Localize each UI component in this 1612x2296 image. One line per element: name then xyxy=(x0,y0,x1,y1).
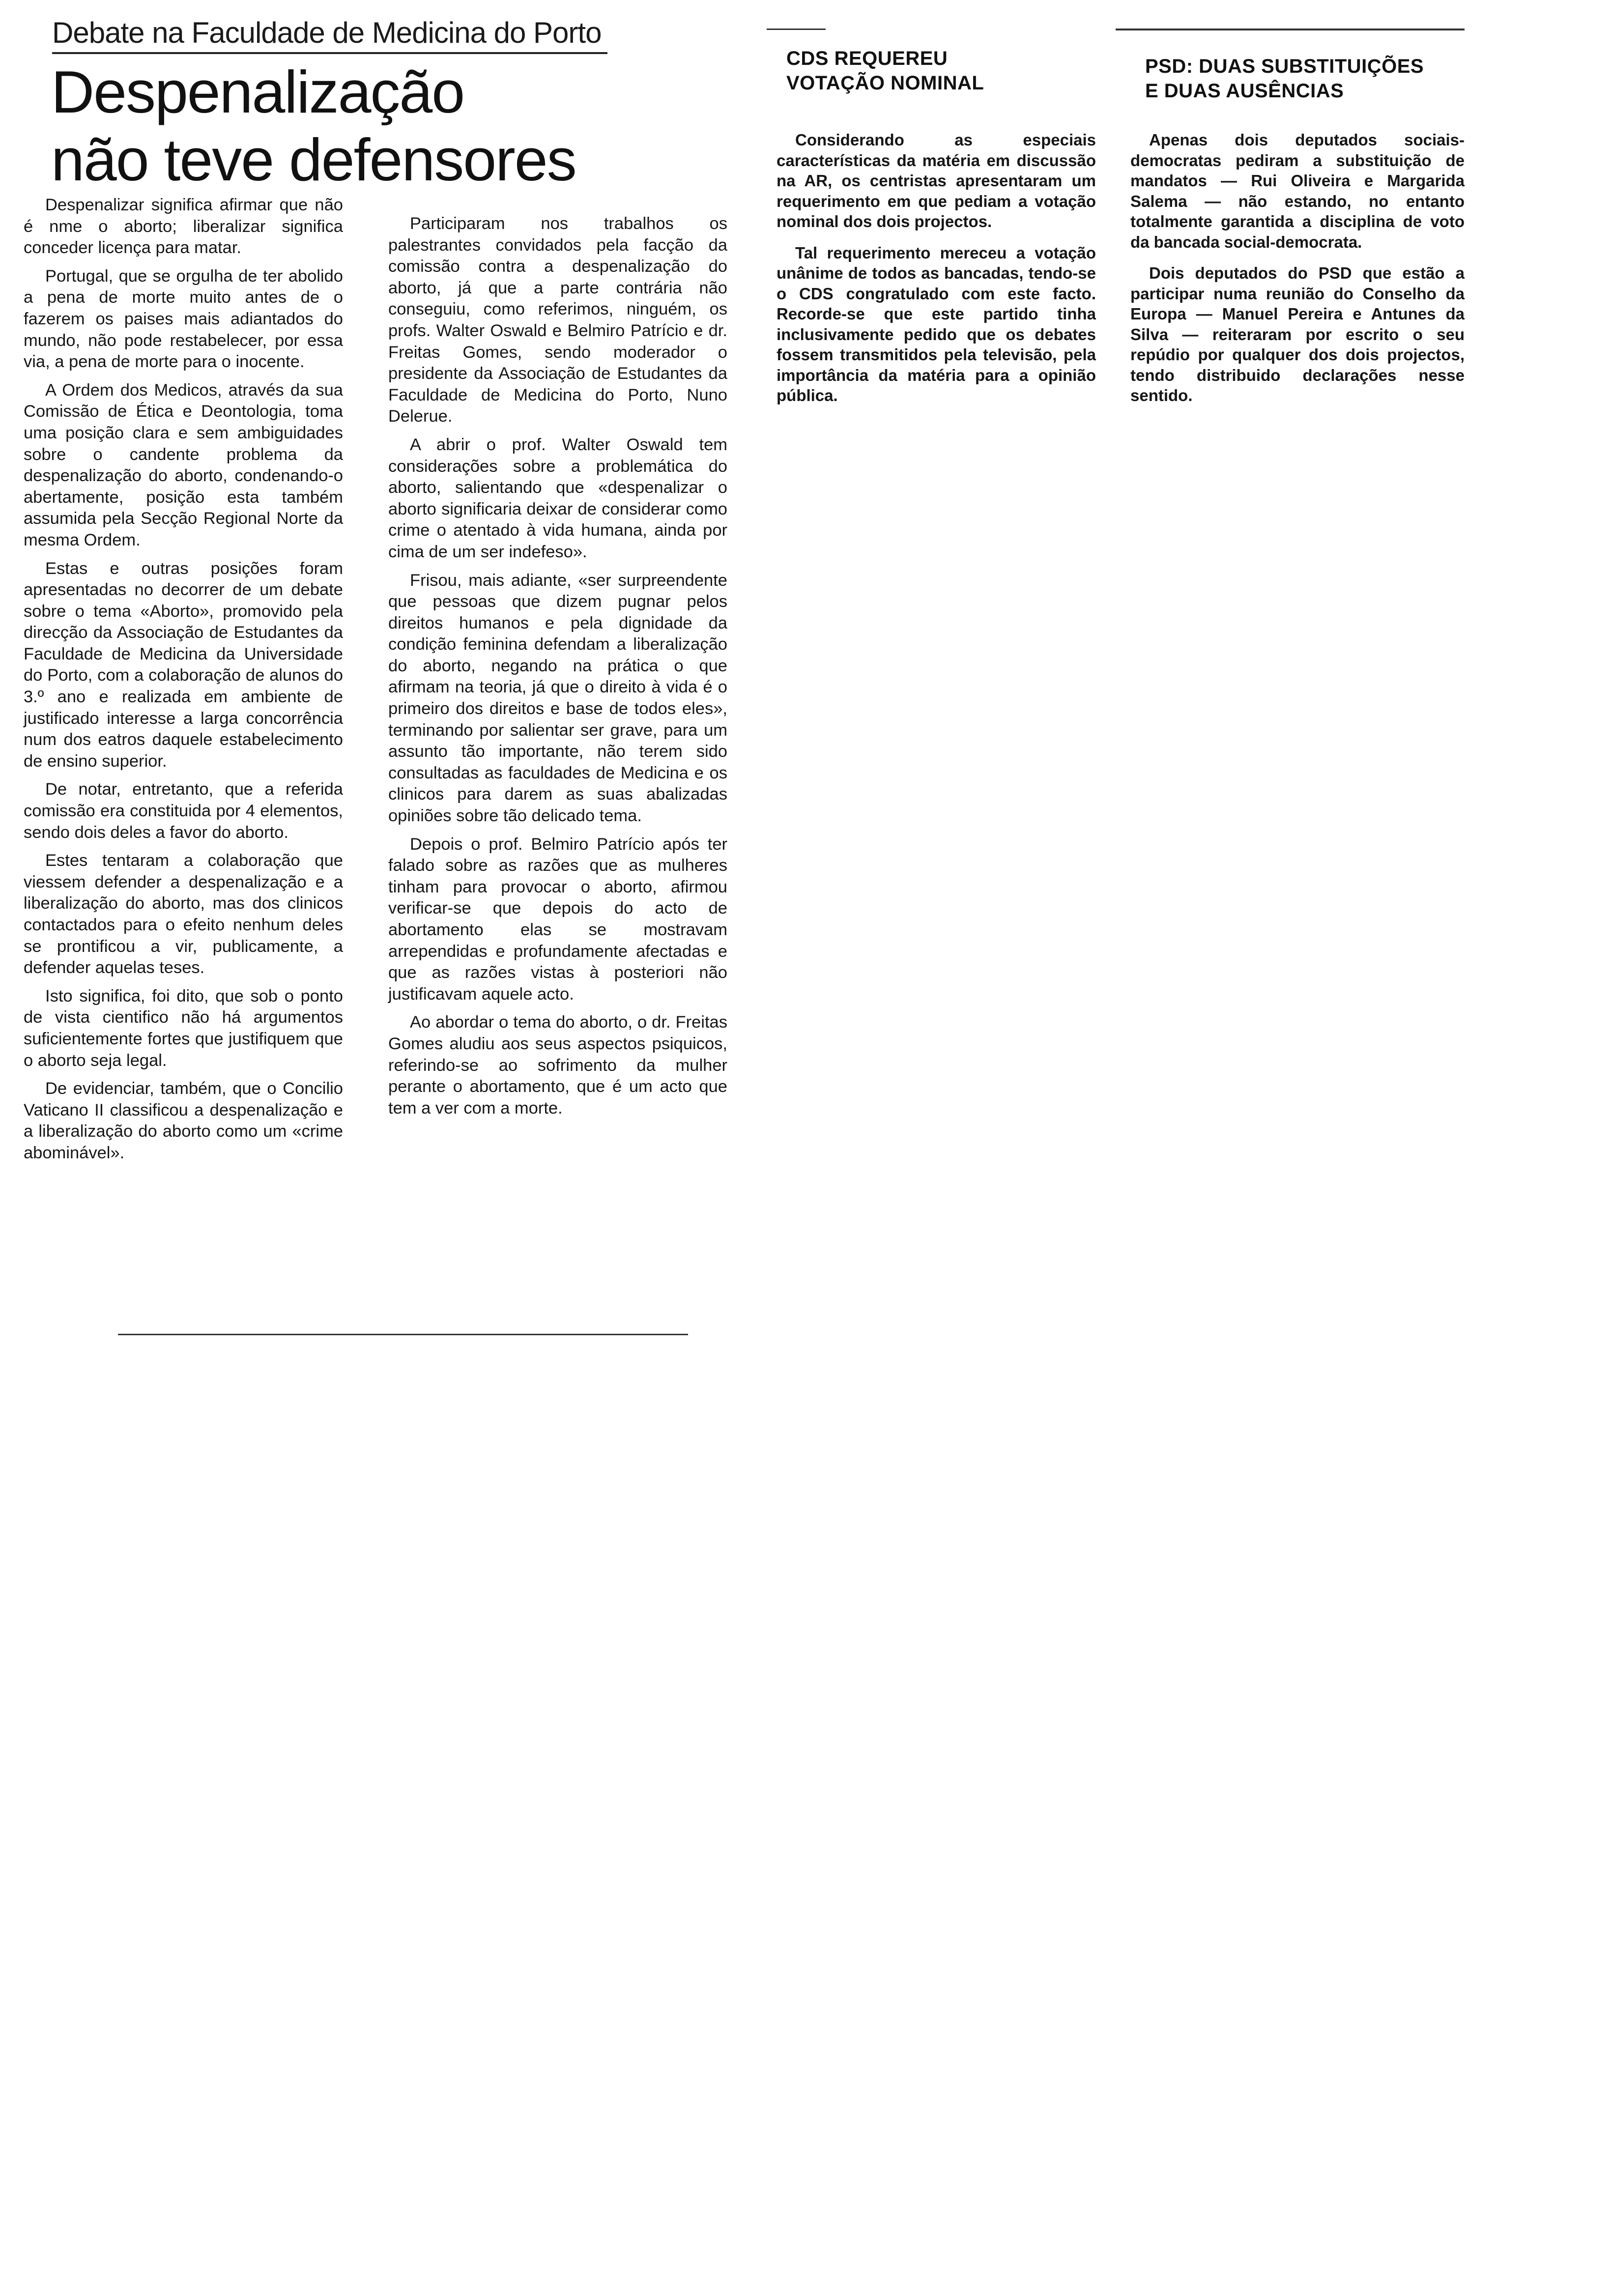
paragraph: Participaram nos trabalhos os palestrantes convidados pela facção da comissão contra a despenalização do aborto, já que a parte contrária não conseguiu, como referimos, ninguém, os profs. Walter Oswald e Belmiro Patrício e dr. Freitas Gomes, sendo moderador o presidente da Associação de Estudantes da Faculdade de Medicina do Porto, Nuno Delerue. xyxy=(388,214,727,426)
psd-sidebar-body xyxy=(1130,130,1465,417)
cds-subhead-line-1: CDS REQUEREU xyxy=(786,48,948,69)
paragraph: Dois deputados do PSD que estão a participar numa reunião do Conselho da Europa — Manuel Pereira e Antunes da Silva — reiteraram por escrito o seu repúdio por qualquer dos dois projectos, tendo distribuido declarações nesse sentido. xyxy=(1130,264,1465,404)
article-headline xyxy=(51,58,616,194)
psd-subhead xyxy=(1145,54,1460,103)
paragraph: Estes tentaram a colaboração que viessem defender a despenalização e a liberalização do aborto, mas dos clinicos contactados para o efeito nenhum deles se prontificou a vir, publicamente, a defender aquelas teses. xyxy=(24,851,343,977)
paragraph: Despenalizar significa afirmar que não é nme o aborto; liberalizar significa conceder licença para matar. xyxy=(24,196,343,258)
paragraph: De evidenciar, também, que o Concilio Vaticano II classificou a despenalização e a liberalização do aborto como um «crime abominável». xyxy=(24,1079,343,1162)
kicker-underline xyxy=(52,52,607,54)
headline-line-1: Despenalização xyxy=(51,58,464,125)
headline-line-2: não teve defensores xyxy=(51,126,576,193)
paragraph: Frisou, mais adiante, «ser surpreendente que pessoas que dizem pugnar pelos direitos humanos e pela dignidade da condição feminina defendam a liberalização do aborto, negando na prática o que afirmam na teoria, já que o direito à vida é o primeiro dos direitos e base de todos eles», terminando por salientar ser grave, para um assunto tão importante, não terem sido consultadas as faculdades de Medicina e os clinicos para darem as suas abalizadas opiniões sobre tão delicado tema. xyxy=(388,571,727,826)
psd-subhead-line-1: PSD: DUAS SUBSTITUIÇÕES xyxy=(1145,56,1424,77)
cds-subhead xyxy=(786,46,1081,95)
cds-subhead-line-2: VOTAÇÃO NOMINAL xyxy=(786,72,984,94)
paragraph: Depois o prof. Belmiro Patrício após ter falado sobre as razões que as mulheres tinham para provocar o aborto, afirmou verificar-se que depois do acto de abortamento elas se mostravam arrependidas e profundamente afectadas e que as razões vistas à posteriori não justificavam aquele acto. xyxy=(388,834,727,1004)
paragraph: Isto significa, foi dito, que sob o ponto de vista cientifico não há argumentos suficientemente fortes que justifiquem que o aborto seja legal. xyxy=(24,986,343,1070)
paragraph: Portugal, que se orgulha de ter abolido a pena de morte muito antes de o fazerem os paises mais adiantados do mundo, não pode restabelecer, por essa via, a pena de morte para o inocente. xyxy=(24,266,343,372)
article-column-2 xyxy=(388,213,727,1126)
paragraph: Estas e outras posições foram apresentadas no decorrer de um debate sobre o tema «Aborto», promovido pela direcção da Associação de Estudantes da Faculdade de Medicina da Universidade do Porto, com a colaboração de alunos do 3.º ano e realizada em ambiente de justificado interesse a larga concorrência num dos eatros daquele estabelecimento de ensino superior. xyxy=(24,559,343,771)
paragraph: A Ordem dos Medicos, através da sua Comissão de Ética e Deontologia, toma uma posição clara e sem ambiguidades sobre o candente problema da despenalização do aborto, condenando-o abertamente, posição esta também assumida pela Secção Regional Norte da mesma Ordem. xyxy=(24,380,343,549)
paragraph: Apenas dois deputados sociais-democratas pediram a substituição de mandatos — Rui Oliveira e Margarida Salema — não estando, no entanto totalmente garantida a disciplina de voto da bancada social-democrata. xyxy=(1130,131,1465,251)
article-kicker: Debate na Faculdade de Medicina do Porto xyxy=(52,16,602,49)
paragraph: Tal requerimento mereceu a votação unânime de todos as bancadas, tendo-se o CDS congratulado com este facto. Recorde-se que este partido tinha inclusivamente pedido que os debates fossem transmitidos pela televisão, pela importância da matéria para a opinião pública. xyxy=(777,243,1096,404)
paragraph: De notar, entretanto, que a referida comissão era constituida por 4 elementos, sendo dois deles a favor do aborto. xyxy=(24,780,343,842)
cds-sidebar-body xyxy=(777,130,1096,417)
top-mid-rule xyxy=(767,29,826,30)
paragraph: Ao abordar o tema do aborto, o dr. Freitas Gomes aludiu aos seus aspectos psiquicos, referindo-se ao sofrimento da mulher perante o abortamento, que é um acto que tem a ver com a morte. xyxy=(388,1013,727,1118)
article-column-1 xyxy=(24,195,343,1171)
paragraph: Considerando as especiais características da matéria em discussão na AR, os centristas apresentaram um requerimento em que pediam a votação nominal dos dois projectos. xyxy=(777,131,1096,230)
article-bottom-rule xyxy=(118,1334,688,1335)
top-right-rule xyxy=(1116,29,1465,30)
paragraph: A abrir o prof. Walter Oswald tem considerações sobre a problemática do aborto, salientando que «despenalizar o aborto significaria deixar de considerar como crime o atentado à vida humana, ainda por cima de um ser indefeso». xyxy=(388,435,727,561)
psd-subhead-line-2: E DUAS AUSÊNCIAS xyxy=(1145,80,1344,102)
